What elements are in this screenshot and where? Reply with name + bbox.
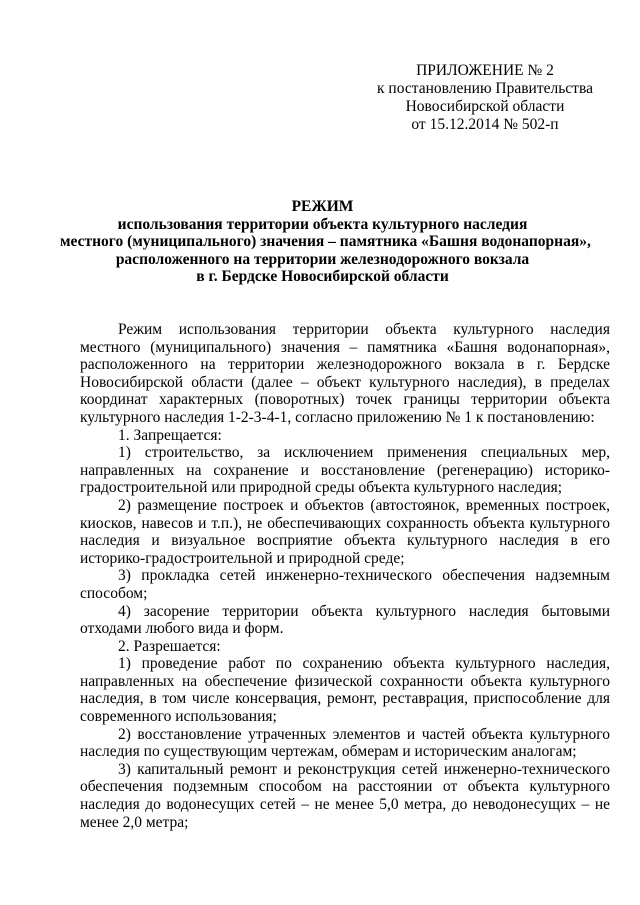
prohibited-item-2: 2) размещение построек и объектов (автостоянок, временных построек, киосков, навесов и т.п.), не обеспечивающих сохранность объекта культурного наследия и визуальное восприятие объекта культурного наследия в его историко-градостроительной и природной среде; [80, 496, 610, 567]
title-line-5: в г. Бердске Новосибирской области [196, 268, 449, 285]
section-heading-prohibited: 1. Запрещается: [118, 426, 222, 444]
title-line-2: использования территории объекта культурного наследия [117, 215, 528, 233]
appendix-header [360, 62, 610, 134]
appendix-number: ПРИЛОЖЕНИЕ № 2 [416, 62, 554, 79]
section-heading-permitted: 2. Разрешается: [118, 637, 221, 655]
document-title [60, 198, 591, 286]
appendix-authority: Новосибирской области [405, 98, 565, 115]
permitted-item-1: 1) проведение работ по сохранению объекта культурного наследия, направленных на обеспечение физической сохранности объекта культурного наследия, в том числе консервация, ремонт, реставрация, приспособление для современного использования; [80, 655, 610, 726]
title-line-1: РЕЖИМ [291, 198, 354, 215]
permitted-item-3: 3) капитальный ремонт и реконструкция сетей инженерно-технического обеспечения подземным способом на расстоянии от объекта культурного наследия до водонесущих сетей – не менее 5,0 метра, до неводонесущих – не менее 2,0 метра; [80, 760, 610, 831]
prohibited-item-4: 4) засорение территории объекта культурного наследия бытовыми отходами любого вида и форм. [80, 602, 610, 638]
prohibited-item-1: 1) строительство, за исключением применения специальных мер, направленных на сохранение и восстановление (регенерацию) историко-градостроительной или природной среды объекта культурного наследия; [80, 444, 610, 497]
appendix-reference: к постановлению Правительства [377, 80, 593, 97]
appendix-date-number: от 15.12.2014 № 502-п [411, 116, 559, 133]
title-line-3: местного (муниципального) значения – памятника «Башня водонапорная», [60, 233, 591, 250]
prohibited-item-3: 3) прокладка сетей инженерно-технического обеспечения надземным способом; [80, 567, 610, 602]
intro-paragraph: Режим использования территории объекта культурного наследия местного (муниципального) значения – памятника «Башня водонапорная», расположенного на территории железнодорожного вокзала в г. Бердске Новосибирской области (далее – объект культурного наследия), в пределах координат характерных (поворотных) точек границы территории объекта культурного наследия 1-2-3-4-1, согласно приложению № 1 к постановлению: [80, 321, 610, 426]
document-body [80, 321, 610, 831]
permitted-item-2: 2) восстановление утраченных элементов и частей объекта культурного наследия по существующим чертежам, обмерам и историческим аналогам; [80, 725, 610, 761]
title-line-4: расположенного на территории железнодорожного вокзала [115, 250, 530, 268]
